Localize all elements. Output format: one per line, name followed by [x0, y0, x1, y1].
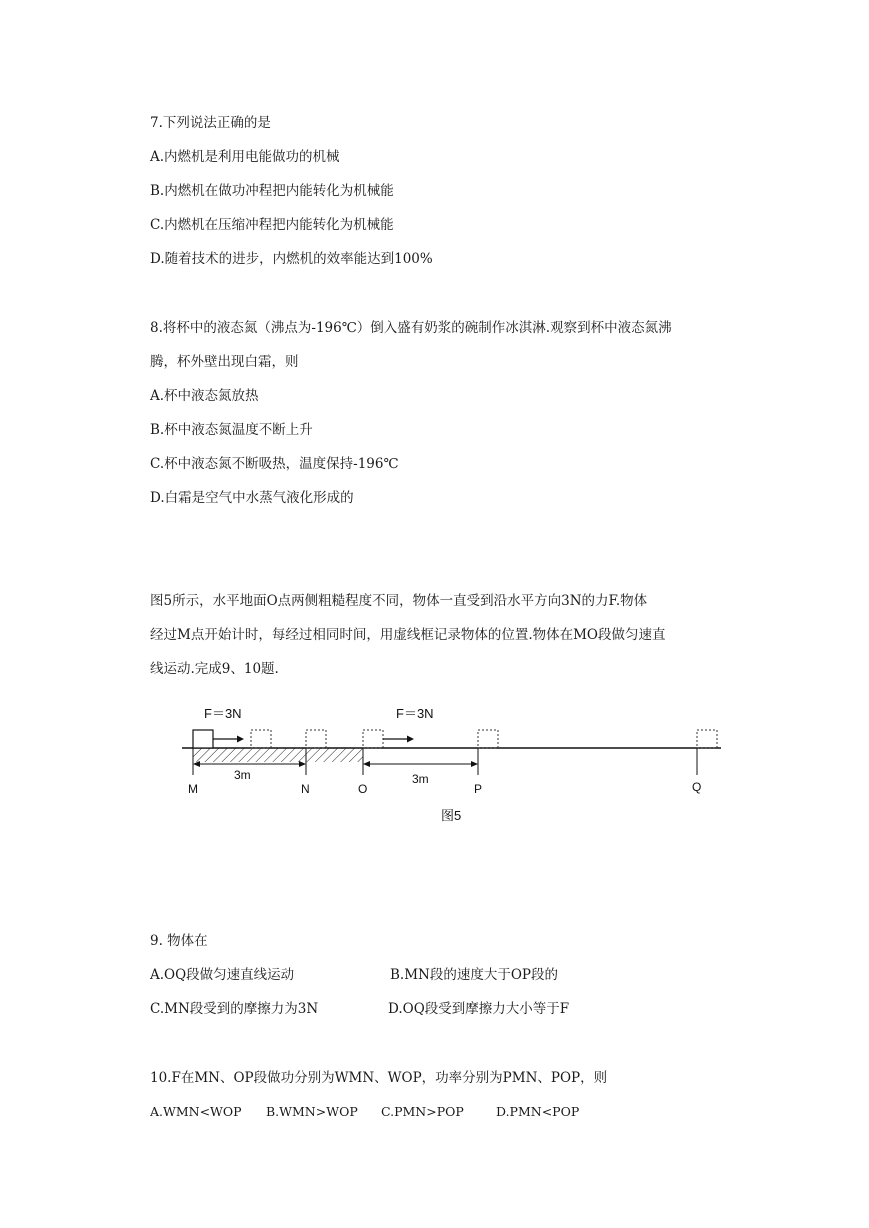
dashed-box: [306, 730, 326, 748]
q8-stem-line1: 8.将杯中的液态氮（沸点为-196℃）倒入盛有奶浆的碗制作冰淇淋.观察到杯中液态氮沸: [150, 320, 672, 336]
q7-stem: 7.下列说法正确的是: [150, 115, 271, 131]
force-arrowhead-1: [237, 736, 244, 743]
figure-5: [0, 695, 869, 830]
q9-stem: 9. 物体在: [150, 933, 208, 949]
intro-line1: 图5所示，水平地面O点两侧粗糙程度不同，物体一直受到沿水平方向3N的力F.物体: [150, 593, 648, 609]
block-solid: [193, 730, 213, 748]
force-label-2: F＝3N: [396, 706, 434, 721]
dashed-box: [478, 730, 498, 748]
intro-line3: 线运动.完成9、10题.: [150, 661, 279, 677]
distance-label-op: 3m: [412, 772, 429, 786]
q10-option-a: A.WMN<WOP: [150, 1104, 242, 1119]
distance-label-mn: 3m: [234, 768, 251, 782]
q7-option-c: C.内燃机在压缩冲程把内能转化为机械能: [150, 217, 394, 233]
point-label-o: O: [358, 782, 368, 796]
q8-option-c: C.杯中液态氮不断吸热，温度保持-196℃: [150, 456, 399, 472]
distance-arrowhead: [363, 761, 370, 767]
q7-option-d: D.随着技术的进步，内燃机的效率能达到100%: [150, 251, 433, 267]
q8-option-d: D.白霜是空气中水蒸气液化形成的: [150, 490, 354, 506]
force-arrowhead-2: [407, 736, 414, 743]
dashed-box: [363, 730, 383, 748]
q7-option-b: B.内燃机在做功冲程把内能转化为机械能: [150, 183, 394, 199]
dashed-box: [697, 730, 717, 748]
q9-option-d: D.OQ段受到摩擦力大小等于F: [388, 1001, 570, 1017]
q10-option-b: B.WMN>WOP: [266, 1104, 358, 1119]
figure-caption: 图5: [441, 808, 462, 823]
intro-line2: 经过M点开始计时，每经过相同时间，用虚线框记录物体的位置.物体在MO段做匀速直: [150, 627, 666, 643]
point-label-n: N: [301, 782, 310, 796]
q9-option-a: A.OQ段做匀速直线运动: [150, 967, 295, 983]
point-label-p: P: [474, 782, 483, 796]
force-label-1: F＝3N: [204, 706, 242, 721]
q9-option-b: B.MN段的速度大于OP段的: [390, 967, 558, 983]
q9-option-c: C.MN段受到的摩擦力为3N: [150, 1001, 319, 1017]
point-label-m: M: [188, 782, 198, 796]
q7-option-a: A.内燃机是利用电能做功的机械: [150, 149, 340, 165]
q10-option-d: D.PMN<POP: [496, 1104, 580, 1119]
point-label-q: Q: [692, 780, 702, 794]
q8-stem-line2: 腾，杯外壁出现白霜，则: [150, 354, 299, 370]
q8-option-b: B.杯中液态氮温度不断上升: [150, 422, 313, 438]
q10-stem: 10.F在MN、OP段做功分别为WMN、WOP，功率分别为PMN、POP，则: [150, 1070, 608, 1086]
distance-arrowhead: [471, 761, 478, 767]
q10-option-c: C.PMN>POP: [381, 1104, 464, 1119]
q8-option-a: A.杯中液态氮放热: [150, 388, 259, 404]
dashed-box: [251, 730, 271, 748]
rough-surface-hatch: [193, 748, 363, 762]
